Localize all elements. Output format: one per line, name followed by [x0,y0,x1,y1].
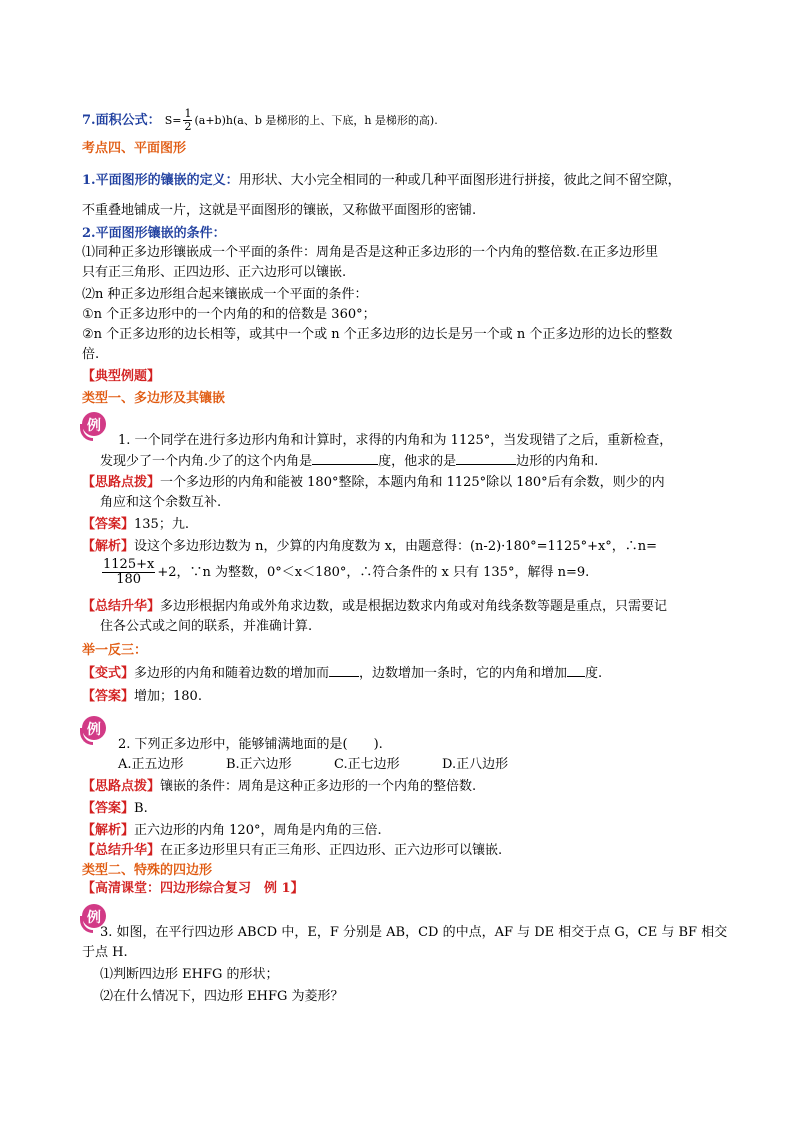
variant-answer: 【答案】增加；180. [82,689,202,704]
condition-2-item-2b: 倍. [82,347,100,362]
tessellation-definition: 1.平面图形的镶嵌的定义：用形状、大小完全相同的一种或几种平面图形进行拼接，彼此之间不留空隙， [82,173,681,188]
condition-2-item-2a: ②n 个正多边形的边长相等，或其中一个或 n 个正多边形的边长是另一个或 n 个正多边形的边长的整数 [82,327,673,342]
example-badge-icon: 例 [80,902,108,930]
example-3-subquestion-2: ⑵在什么情况下，四边形 EHFG 为菱形？ [100,989,344,1004]
condition-1a: ⑴同种正多边形镶嵌成一个平面的条件：周角是否是这种正多边形的一个内角的整倍数.在正多边形里 [82,245,659,260]
example-3-subquestion-1: ⑴判断四边形 EHFG 的形状； [100,967,279,982]
variant-question: 【变式】多边形的内角和随着边数的增加而 ，边数增加一条时，它的内角和增加 度. [82,666,603,681]
option-a: A.正五边形 [118,757,184,772]
section-title-plane-figures: 考点四、平面图形 [82,141,187,156]
example-1-question-a: 1. 一个同学在进行多边形内角和计算时，求得的内角和为 1125°，当发现错了之后，重新检查， [118,433,673,448]
example-2-question: 2. 下列正多边形中，能够铺满地面的是( ). [118,737,383,752]
type-2-title: 类型二、特殊的四边形 [82,863,213,878]
option-b: B.正六边形 [226,757,292,772]
example-1-explanation: 【解析】设这个多边形边数为 n，少算的内角度数为 x，由题意得：(n-2)·180°=1125°+x°，∴n= [82,539,658,554]
typical-examples-heading: 【典型例题】 [82,369,161,384]
example-1-explanation-cont: $\frac{1125+x}{180}$ +2，∵n 为整数，0°＜x＜180°，∴符合条件的 x 只有 135°，解得 n=9. [103,557,590,587]
condition-1b: 只有正三角形、正四边形、正六边形可以镶嵌. [82,265,347,280]
formula-body: (a+b)h(a、b 是梯形的上、下底，h 是梯形的高). [194,114,438,127]
formula-prefix: S= [164,114,182,127]
example-1-hint-cont: 角应和这个余数互补. [100,495,222,510]
area-formula-line [82,108,722,133]
example-2-hint: 【思路点拨】镶嵌的条件：周角是这种正多边形的一个内角的整倍数. [82,779,477,794]
option-c: C.正七边形 [334,757,400,772]
answer-blank [312,452,378,465]
practice-title: 举一反三： [82,643,148,658]
n-fraction: $\frac{1125+x}{180}$ [103,557,155,587]
answer-blank [456,452,516,465]
example-1-summary-cont: 住各公式或之间的联系，并准确计算. [100,619,313,634]
answer-blank [567,664,585,677]
answer-blank [329,664,359,677]
example-3-question-b: 于点 H. [82,945,128,960]
example-3-question-a: 3. 如图，在平行四边形 ABCD 中，E，F 分别是 AB，CD 的中点，AF 与 DE 相交于点 G，CE 与 BF 相交 [100,925,728,940]
example-2-answer: 【答案】B. [82,801,148,816]
example-1-answer: 【答案】135；九. [82,517,189,532]
example-1-hint: 【思路点拨】一个多边形的内角和能被 180°整除，本题内角和 1125°除以 180°后有余数，则少的内 [82,475,665,490]
example-badge-icon: 例 [80,410,108,438]
condition-2-item-1: ①n 个正多边形中的一个内角的和的倍数是 360°； [82,307,376,322]
tessellation-definition-cont: 不重叠地铺成一片，这就是平面图形的镶嵌，又称做平面图形的密铺. [82,203,477,218]
example-badge-icon: 例 [80,714,108,742]
half-fraction: $\frac{1}{2}$ [184,107,192,133]
example-1-question-b: 发现少了一个内角.少了的这个内角是 度，他求的是 边形的内角和. [100,454,599,469]
type-1-title: 类型一、多边形及其镶嵌 [82,391,226,406]
tessellation-conditions-label: 2.平面图形镶嵌的条件： [82,226,226,241]
hd-classroom-heading: 【高清课堂：四边形综合复习 例 1】 [82,881,304,896]
example-2-explanation: 【解析】正六边形的内角 120°，周角是内角的三倍. [82,823,382,838]
area-formula-label: 7.面积公式： [82,113,161,128]
example-2-options [118,756,758,774]
example-1-summary: 【总结升华】多边形根据内角或外角求边数，或是根据边数求内角或对角线条数等题是重点，只需要记 [82,599,668,614]
option-d: D.正八边形 [442,757,509,772]
condition-2: ⑵n 种正多边形组合起来镶嵌成一个平面的条件： [82,287,368,302]
example-2-summary: 【总结升华】在正多边形里只有正三角形、正四边形、正六边形可以镶嵌. [82,843,503,858]
